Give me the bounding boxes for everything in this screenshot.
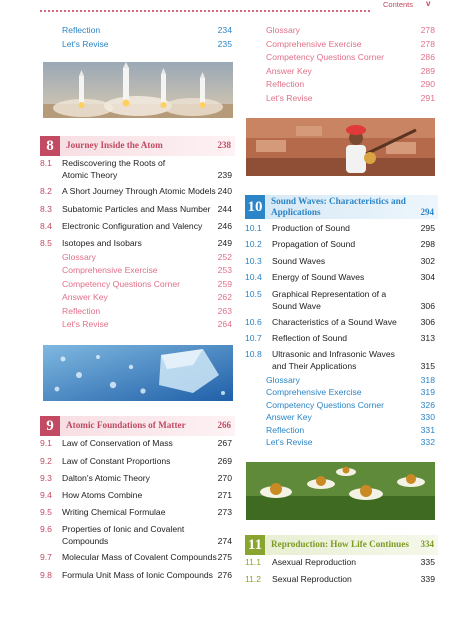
- folk-musician-image: [246, 118, 435, 176]
- chapter-number-badge: 10: [245, 195, 265, 219]
- page-header: [40, 0, 435, 14]
- chapter-page: 294: [420, 207, 434, 217]
- chapter-number-badge: 9: [40, 416, 60, 436]
- section-8-1[interactable]: 8.1 Rediscovering the Roots of Atomic Theory 239: [40, 158, 232, 180]
- chapter-page: 238: [217, 140, 231, 150]
- chapter-title-line2: Applications: [271, 207, 321, 217]
- header-dotted-rule: [40, 10, 370, 12]
- chapter-8-heading[interactable]: [40, 136, 235, 156]
- chapter-number-badge: 8: [40, 136, 60, 156]
- section-9-6[interactable]: 9.6 Properties of Ionic and Covalent Compounds 274: [40, 524, 232, 546]
- chapter-title: Sound Waves: Characteristics and: [271, 196, 406, 206]
- chapter-10-heading[interactable]: [245, 195, 438, 219]
- chapter-title: Journey Inside the Atom: [66, 140, 163, 150]
- chapter-9-heading[interactable]: [40, 416, 235, 436]
- chapter-page: 334: [420, 539, 434, 549]
- chapter-number-badge: 11: [245, 535, 265, 555]
- coneflower-image: [246, 462, 435, 520]
- chapter-title: Reproduction: How Life Continues: [271, 539, 409, 549]
- missile-launch-image: [43, 62, 233, 118]
- page-number: v: [426, 0, 431, 8]
- section-10-8[interactable]: 10.8 Ultrasonic and Infrasonic Waves and Their Applications 315: [245, 349, 435, 371]
- section-10-5[interactable]: 10.5 Graphical Representation of a Sound Wave 306: [245, 289, 435, 311]
- header-label: Contents: [383, 0, 414, 9]
- ice-cube-image: [43, 345, 233, 401]
- chapter-page: 266: [217, 420, 231, 430]
- chapter-11-heading[interactable]: [245, 535, 438, 555]
- chapter-title: Atomic Foundations of Matter: [66, 420, 186, 430]
